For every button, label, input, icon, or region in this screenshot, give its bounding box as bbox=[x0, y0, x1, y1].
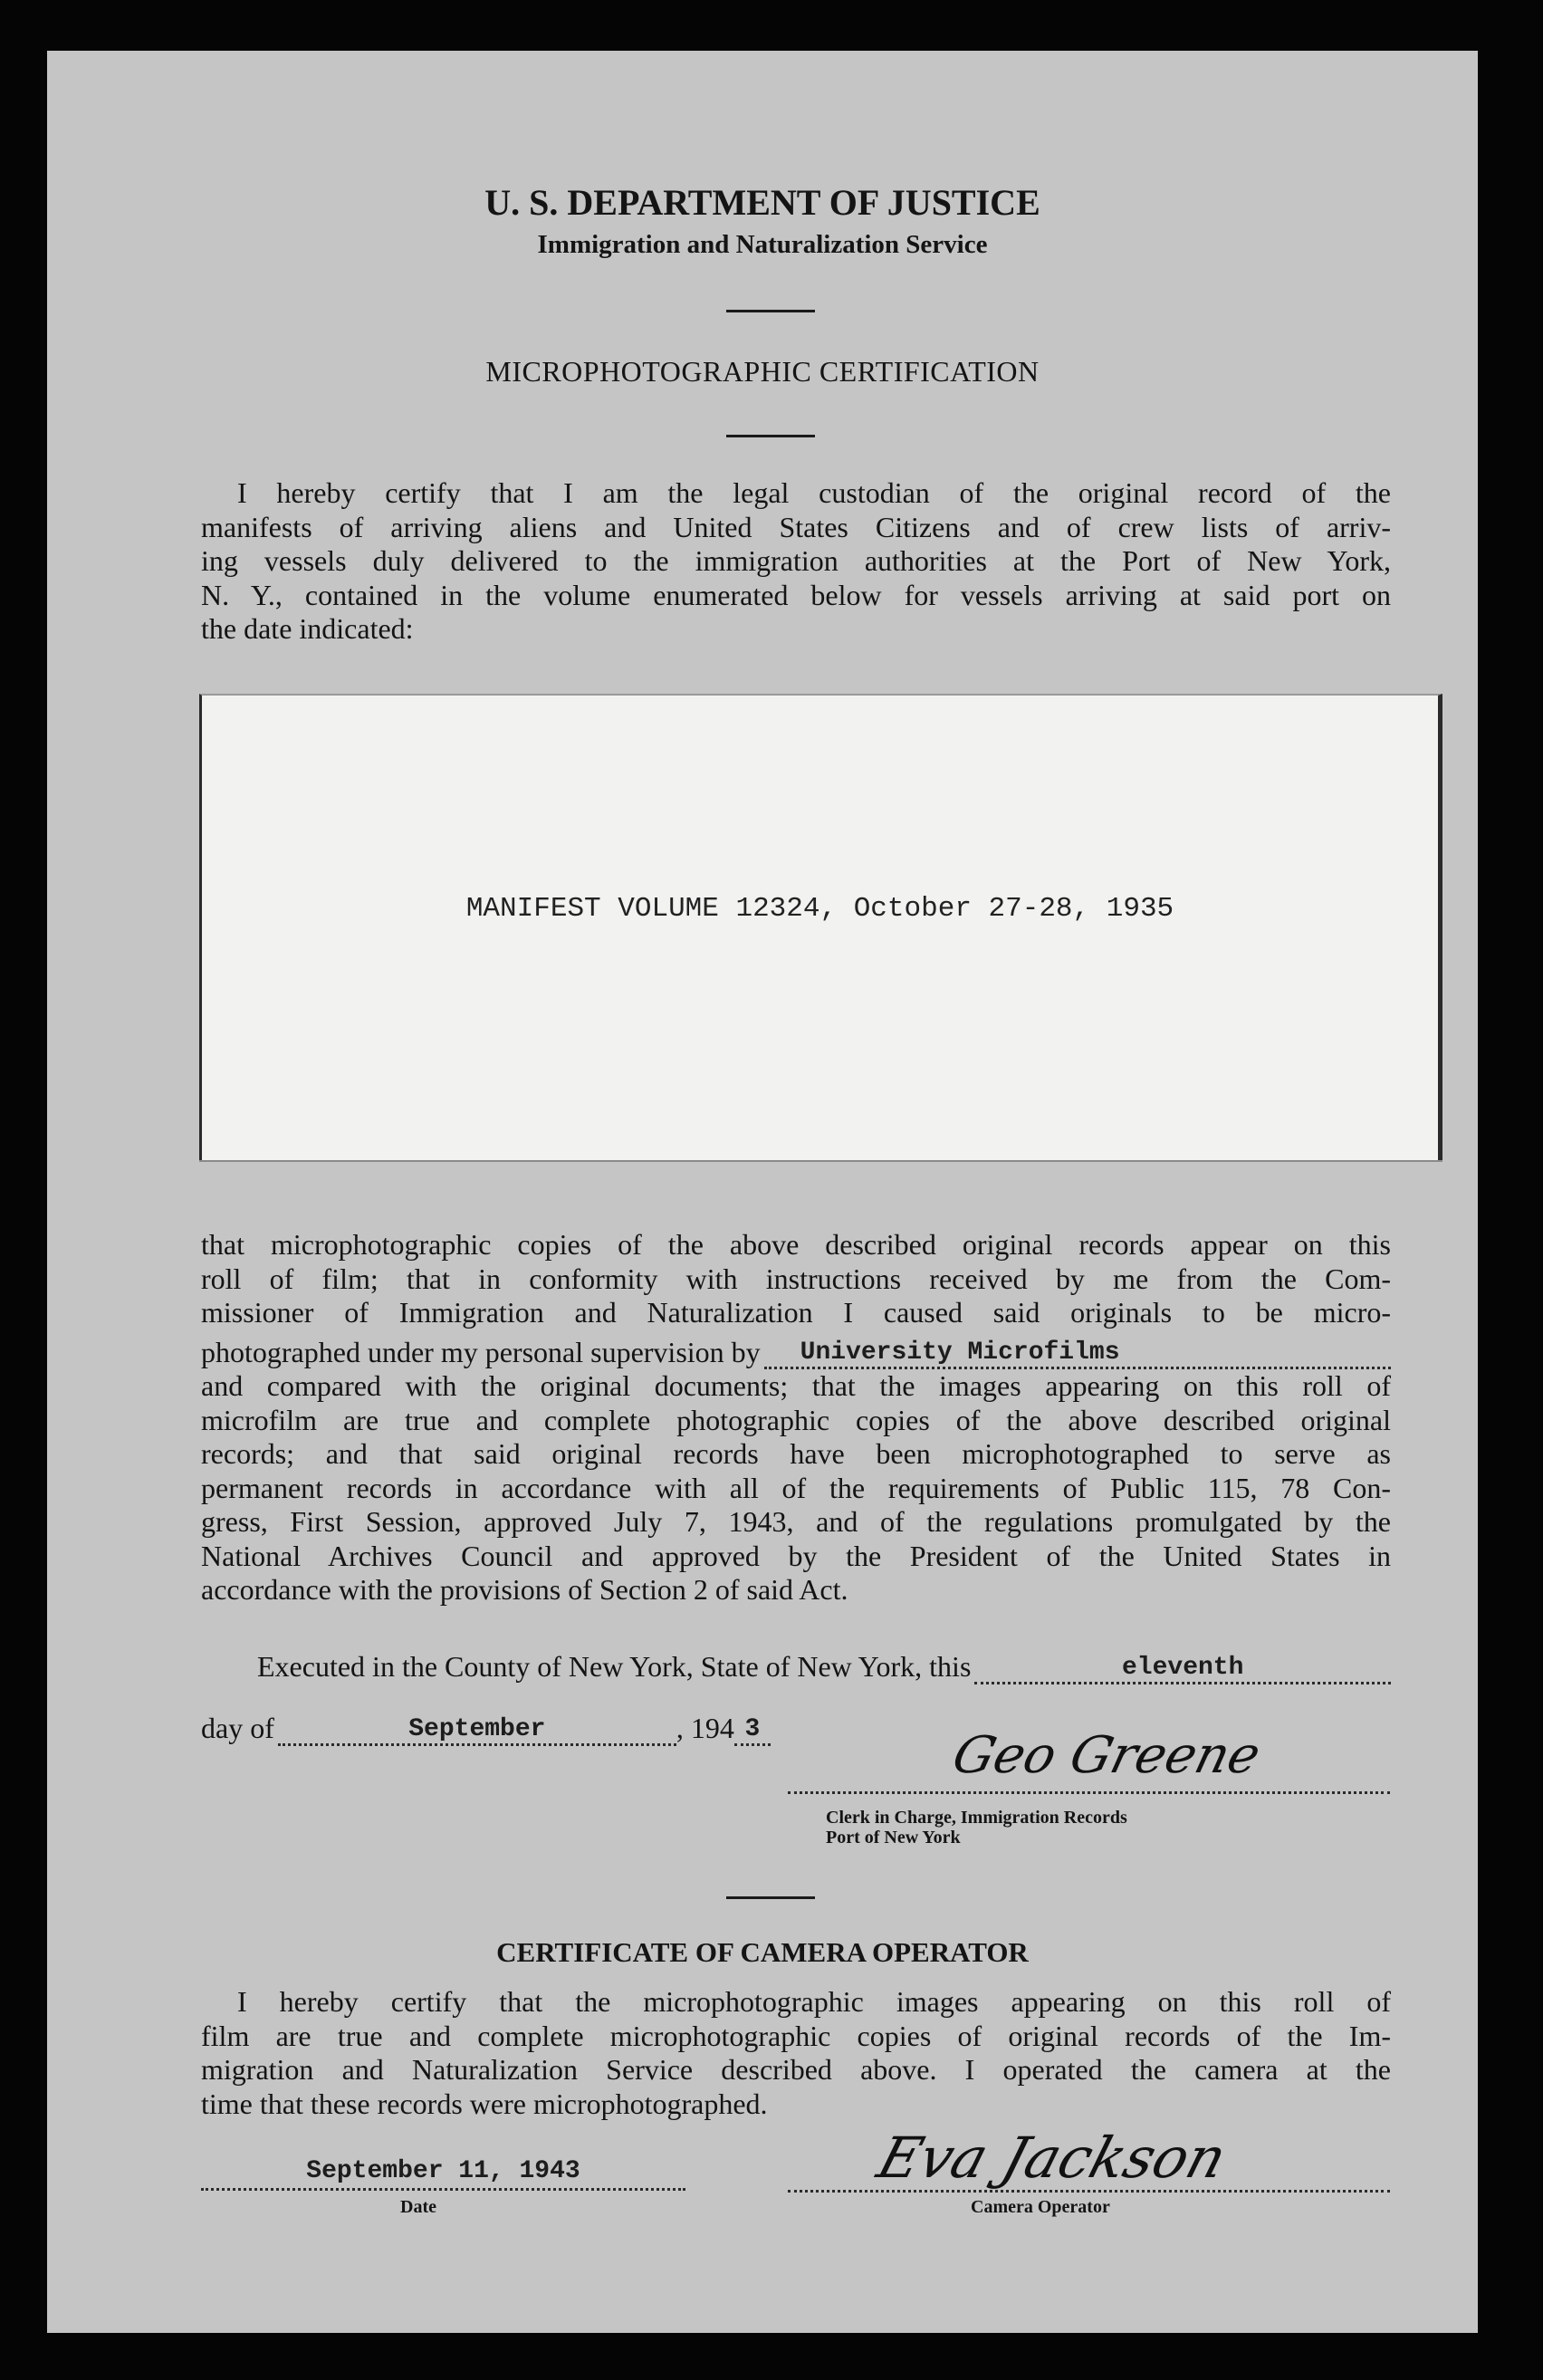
text-line: I hereby certify that the microphotographic images appearing on this roll of bbox=[237, 1985, 1391, 2018]
department-title: U. S. DEPARTMENT OF JUSTICE bbox=[484, 182, 1040, 223]
certificate-page bbox=[47, 51, 1478, 2333]
manifest-insert-slip bbox=[199, 694, 1442, 1160]
certification-heading: MICROPHOTOGRAPHIC CERTIFICATION bbox=[485, 355, 1040, 388]
manifest-volume-text: MANIFEST VOLUME 12324, October 27-28, 1935 bbox=[465, 893, 1174, 925]
clerk-signature: Geo Greene bbox=[946, 1726, 1267, 1785]
year-prefix: , 194 bbox=[676, 1712, 734, 1744]
divider bbox=[726, 435, 815, 437]
clerk-signature-line bbox=[788, 1791, 1390, 1794]
executed-line bbox=[257, 1650, 1391, 1684]
body-paragraph bbox=[201, 1228, 1391, 1607]
text-line: N. Y., contained in the volume enumerated below for vessels arriving at said port on bbox=[201, 578, 1391, 611]
text-line: that microphotographic copies of the above described original records appear on this bbox=[201, 1228, 1391, 1261]
operator-signature: Eva Jackson bbox=[870, 2125, 1234, 2191]
service-subtitle: Immigration and Naturalization Service bbox=[537, 230, 988, 259]
day-field: eleventh bbox=[974, 1655, 1391, 1684]
text-line: accordance with the provisions of Section 2 of said Act. bbox=[201, 1573, 848, 1606]
intro-paragraph bbox=[201, 476, 1391, 647]
text-line: migration and Naturalization Service described above. I operated the camera at the bbox=[201, 2053, 1391, 2086]
date-field: September 11, 1943 bbox=[201, 2155, 685, 2191]
year-field: 3 bbox=[734, 1716, 771, 1746]
date-label: Date bbox=[400, 2197, 436, 2217]
photographed-prefix: photographed under my personal supervision by bbox=[201, 1335, 761, 1368]
text-line: manifests of arriving aliens and United States Citizens and of crew lists of arriv- bbox=[201, 510, 1391, 543]
text-line: I hereby certify that I am the legal custodian of the original record of the bbox=[237, 476, 1391, 509]
text-line: time that these records were microphotographed. bbox=[201, 2087, 768, 2120]
divider bbox=[726, 310, 815, 312]
text-line: gress, First Session, approved July 7, 1943, and of the regulations promulgated by the bbox=[201, 1505, 1391, 1538]
text-line: ing vessels duly delivered to the immigration authorities at the Port of New York, bbox=[201, 544, 1391, 577]
text-line: records; and that said original records have been microphotographed to serve as bbox=[201, 1437, 1391, 1470]
text-line: National Archives Council and approved by the President of the United States in bbox=[201, 1539, 1391, 1572]
operator-label: Camera Operator bbox=[971, 2197, 1110, 2217]
operator-signature-line bbox=[788, 2190, 1390, 2193]
text-line: roll of film; that in conformity with instructions received by me from the Com- bbox=[201, 1262, 1391, 1295]
executed-prefix: Executed in the County of New York, State of New York, this bbox=[257, 1650, 972, 1683]
photographed-line bbox=[201, 1336, 1391, 1370]
month-field: September bbox=[278, 1716, 676, 1746]
camera-heading: CERTIFICATE OF CAMERA OPERATOR bbox=[496, 1936, 1029, 1968]
text-line: missioner of Immigration and Naturalization I caused said originals to be micro- bbox=[201, 1296, 1391, 1329]
photographer-field: University Microfilms bbox=[764, 1339, 1391, 1369]
clerk-title-line: Clerk in Charge, Immigration Records bbox=[826, 1808, 1127, 1828]
clerk-title bbox=[826, 1808, 1127, 1847]
divider bbox=[726, 1896, 815, 1899]
text-line: permanent records in accordance with all of the requirements of Public 115, 78 Con- bbox=[201, 1471, 1391, 1504]
text-line: film are true and complete microphotographic copies of original records of the Im- bbox=[201, 2019, 1391, 2052]
clerk-port-line: Port of New York bbox=[826, 1828, 961, 1847]
camera-paragraph bbox=[201, 1985, 1391, 2121]
day-of-label: day of bbox=[201, 1712, 274, 1744]
text-line: and compared with the original documents; that the images appearing on this roll of bbox=[201, 1369, 1391, 1402]
text-line: microfilm are true and complete photographic copies of the above described original bbox=[201, 1403, 1391, 1436]
text-line: the date indicated: bbox=[201, 612, 414, 645]
month-line bbox=[201, 1712, 853, 1746]
